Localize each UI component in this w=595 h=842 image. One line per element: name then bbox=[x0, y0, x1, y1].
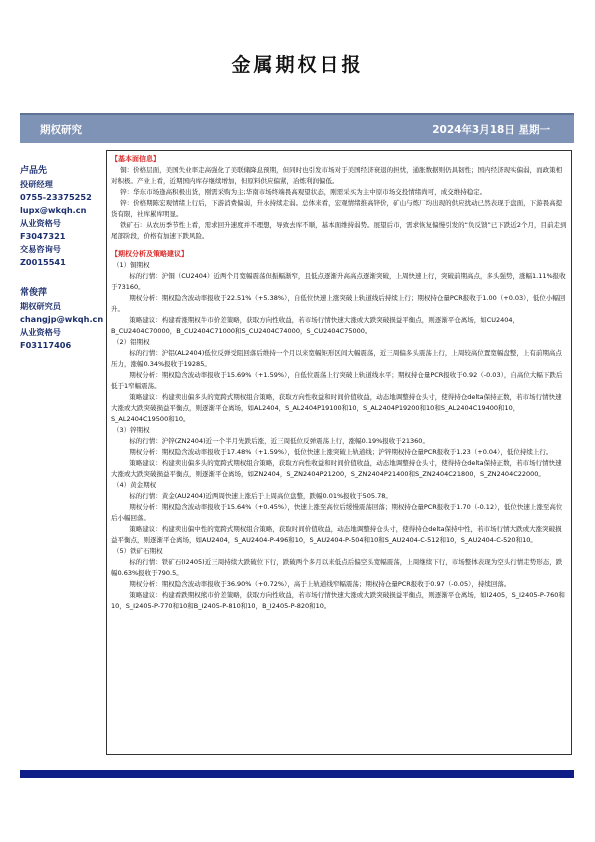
paragraph: 标的行情：铁矿石(I2405)近三周持续大跌破位下行，跌破两个多月以来低点后偏空头宽幅震荡，上周继续下行，市场整体表现为空头行情走势形态，跌幅0.63%报收于790.5。 bbox=[111, 558, 563, 577]
analyst-1 bbox=[20, 165, 104, 269]
paragraph: 策略建议：构建卖出偏多头的宽跨式期权组合策略，获取方向性收益和时间价值收益，动态地调整持仓头寸，使得持仓delta保持正数，若市场行情快速大涨或大跌突破损益平衡点，则逐渐平仓离场，如ZN2404，S_ZN2404P21200，S_ZN2404P21400和S_ZN2404C21800，S_ZN2404C22000。 bbox=[111, 459, 562, 478]
consult-number: Z0015541 bbox=[20, 257, 66, 267]
paragraph: 锌：价格期陈宏观情绪上行后，下游消费偏弱，升水持续走弱。总体来看，宏观情绪推高锌价，矿山与炼厂均出现的供应扰动已然表现于盘面，下游畏高提货有限，社库累库明显。 bbox=[111, 199, 563, 218]
license-number: F3047321 bbox=[20, 231, 66, 241]
paragraph: 期权分析：期权隐含波动率报收于36.90%（+0.72%），高于上轨道线窄幅震荡；期权持仓量PCR报收于0.97（-0.05），持续回落。 bbox=[129, 580, 511, 588]
subsection-heading: （2）铝期权 bbox=[113, 338, 150, 346]
paragraph: 策略建议：构建看跌期权熊市价差策略，获取方向性收益，若市场行情快速大涨或大跌突破损益平衡点，则逐渐平仓离场，如I2405，S_I2405-P-760和10，S_I2405-P-770和10和B_I2405-P-810和10，B_I2405-P-820和10。 bbox=[111, 591, 565, 610]
analyst-2 bbox=[20, 287, 104, 352]
section-title-options: 【期权分析及策略建议】 bbox=[111, 250, 188, 258]
analyst-sidebar bbox=[20, 165, 104, 370]
analyst-role: 投研经理 bbox=[20, 179, 53, 189]
report-title: 金属期权日报 bbox=[231, 54, 364, 76]
subsection-heading: （3）锌期权 bbox=[113, 426, 150, 434]
subsection-heading: （4）黄金期权 bbox=[113, 481, 157, 489]
analyst-phone: 0755-23375252 bbox=[20, 192, 92, 202]
paragraph: 期权分析：期权隐含波动率报收于17.48%（+1.59%），低位快速上涨突破上轨道线；沪锌期权持仓量PCR报收于1.23（+0.04），低位持续上行。 bbox=[129, 448, 553, 456]
banner-date: 2024年3月18日 星期一 bbox=[432, 124, 550, 136]
analyst-name: 卢品先 bbox=[20, 166, 48, 176]
analyst-email: lupx@wkqh.cn bbox=[20, 205, 87, 215]
header-banner bbox=[20, 113, 574, 143]
consult-label: 交易咨询号 bbox=[20, 244, 61, 254]
banner-category: 期权研究 bbox=[40, 124, 82, 136]
paragraph: 锌：华东市场逢高积极出货，刚需采购为主;华南市场终端畏高观望状态，刚需采买为主中原市场交投情绪尚可，成交维持稳定。 bbox=[120, 188, 487, 196]
paragraph: 策略建议：构建看涨期权牛市价差策略，获取方向性收益，若市场行情快速大涨或大跌突破损益平衡点，则逐渐平仓离场，如CU2404，B_CU2404C70000，B_CU2404C71000和S_CU2404C74000，S_CU2404C75000。 bbox=[111, 316, 520, 335]
analyst-name: 常俊萍 bbox=[20, 288, 48, 298]
license-number: F03117406 bbox=[20, 340, 72, 350]
subsection-heading: （5）铁矿石期权 bbox=[113, 547, 163, 555]
paragraph: 策略建议：构建卖出偏多头的宽跨式期权组合策略，获取方向性收益和时间价值收益，动态地调整持仓头寸，使得持仓delta保持正数，若市场行情快速大涨或大跌突破损益平衡点，则逐渐平仓离场，如AL2404，S_AL2404P19100和10，S_AL2404P19200和10和S_AL2404C19400和10，S_AL2404C19500和10。 bbox=[111, 393, 562, 423]
license-label: 从业资格号 bbox=[20, 327, 61, 337]
paragraph: 标的行情：黄金(AU2404)近两周快速上涨后于上周高位盘整，跌幅0.01%报收于505.78。 bbox=[129, 492, 392, 500]
paragraph: 铁矿石：从农历季节性上看，需求回升速度并不理想，导致去库不顺，基本面维持弱势。展望后市，需求恢复偏慢引发的“负反馈”已下跌近2个月，目前走到尾部阶段，价格有加速下跌风险。 bbox=[111, 221, 567, 240]
license-label: 从业资格号 bbox=[20, 218, 61, 228]
paragraph: 期权分析：期权隐含波动率报收于15.69%（+1.59%），自低位震荡上行突破上轨道线水平；期权持仓量PCR报收于0.92（-0.03），自高位大幅下跌后低于1窄幅震荡。 bbox=[111, 371, 563, 390]
section-title-fundamentals: 【基本面信息】 bbox=[111, 155, 160, 163]
paragraph: 标的行情：沪铜（CU2404）近两个月宽幅震荡但振幅渐窄，且低点逐渐升高高点逐渐突破，上周快速上行，突破前期高点，多头强势，涨幅1.11%报收于73160。 bbox=[111, 272, 566, 291]
footer-bar bbox=[20, 770, 574, 778]
analyst-email: changjp@wkqh.cn bbox=[20, 314, 104, 324]
paragraph: 标的行情：沪铝(AL2404)低位反弹受阻回落后维持一个月以来宽幅矩形区间大幅震荡，近三周偏多头震荡上行，上周较高位置宽幅盘整，上有前期高点压力，涨幅0.34%报收于19285。 bbox=[111, 349, 562, 368]
analyst-role: 期权研究员 bbox=[20, 301, 61, 311]
report-content bbox=[106, 150, 572, 755]
paragraph: 期权分析：期权隐含波动率报收于15.64%（+0.45%），快速上涨至高位后缓慢震荡回落；期权持仓量PCR报收于1.70（-0.12），低位快速上涨至高位后小幅回落。 bbox=[111, 503, 563, 522]
paragraph: 标的行情：沪锌(ZN2404)近一个半月先跌后涨，近三周低位反弹震荡上行，涨幅0.19%报收于21360。 bbox=[129, 437, 429, 445]
paragraph: 策略建议：构建卖出偏中性的宽跨式期权组合策略，获取时间价值收益，动态地调整持仓头寸，使得持仓delta保持中性，若市场行情大跌或大涨突破损益平衡点，则逐渐平仓离场，如AU2404，S_AU2404-P-496和10，S_AU2404-P-504和10和S_AU2404-C-512和10，S_AU2404-C-520和10。 bbox=[111, 525, 562, 544]
subsection-heading: （1）铜期权 bbox=[113, 261, 150, 269]
paragraph: 期权分析：期权隐含波动率报收于22.51%（+5.38%），自低位快速上涨突破上轨道线后持续上行；期权持仓量PCR报收于1.00（+0.03），低位小幅回升。 bbox=[111, 294, 566, 313]
paragraph: 铜：价格层面，美国失业率走高强化了美联储降息预期，但同时也引发市场对于美国经济衰退的担忧，通胀数据则仍具韧性；国内经济现实偏弱，而政策相对积极。产业上看，近期国内库存继续增加，但原料供应偏紧，冶炼利润偏低。 bbox=[111, 166, 563, 185]
